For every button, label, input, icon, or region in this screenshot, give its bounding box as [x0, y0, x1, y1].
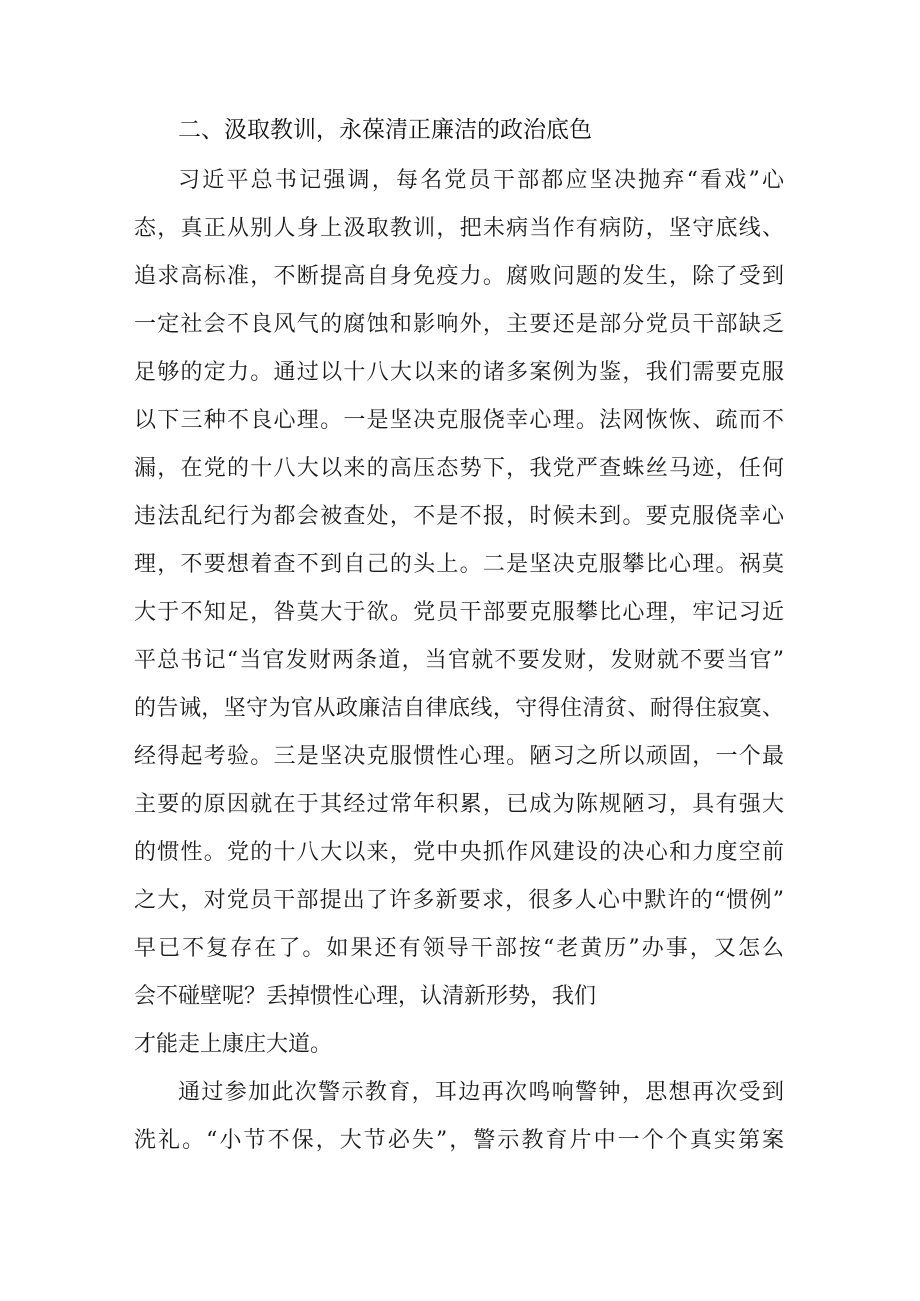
paragraph-line: 主要的原因就在于其经过常年积累，已成为陈规陋习，具有强大	[134, 792, 784, 817]
paragraph-line: 会不碰壁呢？丢掉惯性心理，认清新形势，我们	[134, 984, 597, 1009]
paragraph-line: 态，真正从别人身上汲取教训，把未病当作有病防，坚守底线、	[134, 216, 784, 241]
section-heading: 二、汲取教训，永葆清正廉洁的政治底色	[178, 117, 592, 143]
paragraph-line: 经得起考验。三是坚决克服惯性心理。陋习之所以顽固，一个最	[134, 744, 784, 769]
paragraph-line: 习近平总书记强调，每名党员干部都应坚决抛弃“看戏”心	[178, 168, 784, 193]
paragraph-line: 违法乱纪行为都会被查处，不是不报，时候未到。要克服侥幸心	[134, 504, 784, 529]
paragraph-line: 通过参加此次警示教育，耳边再次鸣响警钟，思想再次受到	[178, 1080, 784, 1105]
paragraph-line: 一定社会不良风气的腐蚀和影响外，主要还是部分党员干部缺乏	[134, 312, 784, 337]
paragraph-line: 理，不要想着查不到自己的头上。二是坚决克服攀比心理。祸莫	[134, 552, 784, 577]
paragraph-line: 漏，在党的十八大以来的高压态势下，我党严查蛛丝马迹，任何	[134, 456, 784, 481]
paragraph-line: 早已不复存在了。如果还有领导干部按“老黄历”办事，又怎么	[134, 936, 784, 961]
paragraph-line: 追求高标准，不断提高自身免疫力。腐败问题的发生，除了受到	[134, 264, 784, 289]
paragraph-line: 的惯性。党的十八大以来，党中央抓作风建设的决心和力度空前	[134, 840, 784, 865]
paragraph-line: 才能走上康庄大道。	[134, 1032, 333, 1057]
paragraph-line: 大于不知足，咎莫大于欲。党员干部要克服攀比心理，牢记习近	[134, 600, 784, 625]
paragraph-line: 足够的定力。通过以十八大以来的诸多案例为鉴，我们需要克服	[134, 360, 784, 385]
paragraph-line: 以下三种不良心理。一是坚决克服侥幸心理。法网恢恢、疏而不	[134, 408, 784, 433]
paragraph-line: 之大，对党员干部提出了许多新要求，很多人心中默许的“惯例”	[134, 888, 784, 913]
paragraph-line: 平总书记“当官发财两条道，当官就不要发财，发财就不要当官”	[134, 648, 784, 673]
paragraph-line: 的告诫，坚守为官从政廉洁自律底线，守得住清贫、耐得住寂寞、	[134, 696, 784, 721]
paragraph-line: 洗礼。“小节不保，大节必失”，警示教育片中一个个真实第案	[134, 1128, 784, 1153]
